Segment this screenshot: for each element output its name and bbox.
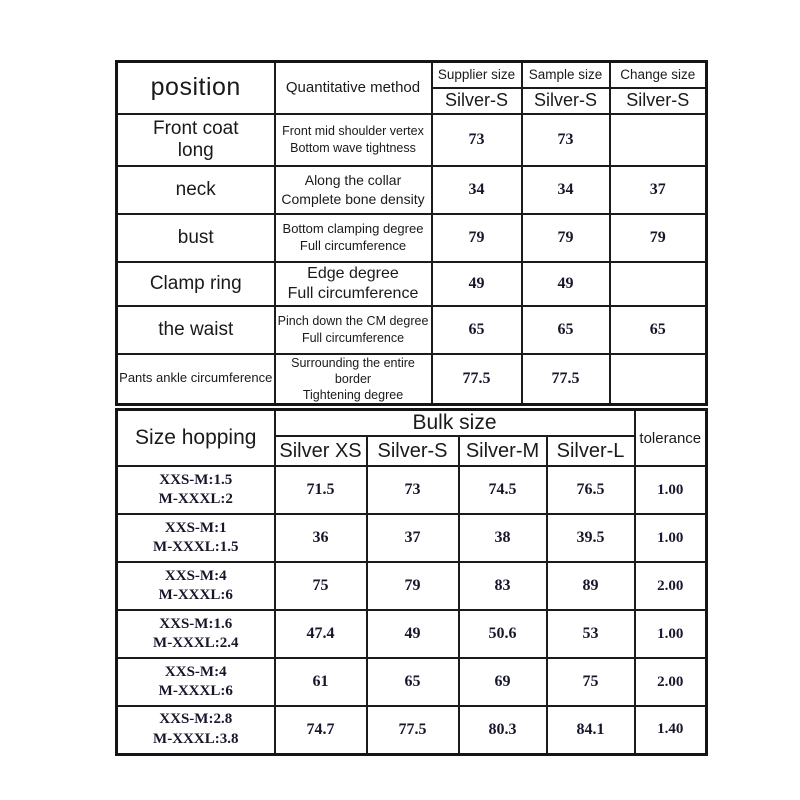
method-cell xyxy=(275,114,432,166)
table-row xyxy=(117,214,707,262)
size-hopping-label-cell xyxy=(117,562,275,610)
value-cell: 84.1 xyxy=(547,706,635,754)
size-hopping-header: Size hopping xyxy=(117,410,275,467)
table-row xyxy=(117,166,707,214)
tolerance-cell: 1.00 xyxy=(635,610,707,658)
value-cell: 74.5 xyxy=(459,466,547,514)
position-label: Front coat xyxy=(152,117,239,139)
method-label: Pinch down the CM degree xyxy=(277,314,429,329)
supplier-value-cell: 34 xyxy=(432,166,522,214)
sample-value-cell: 65 xyxy=(522,306,610,354)
table-row xyxy=(117,306,707,354)
hopping-label: XXS-M:2.8 xyxy=(159,711,233,728)
hopping-label: M-XXXL:2 xyxy=(158,491,233,507)
supplier-value-cell: 79 xyxy=(432,214,522,262)
value-cell: 65 xyxy=(367,658,459,706)
change-value-cell xyxy=(610,354,707,405)
method-label: Tightening degree xyxy=(302,388,404,402)
value-cell: 38 xyxy=(459,514,547,562)
position-cell xyxy=(117,214,275,262)
value-cell: 71.5 xyxy=(275,466,367,514)
value-cell: 83 xyxy=(459,562,547,610)
value-cell: 49 xyxy=(367,610,459,658)
measurement-table xyxy=(115,60,708,406)
size-hopping-label-cell xyxy=(117,658,275,706)
table-row xyxy=(117,262,707,306)
sample-value-cell: 49 xyxy=(522,262,610,306)
hopping-label: M-XXXL:1.5 xyxy=(153,539,239,555)
position-label: Clamp ring xyxy=(149,272,242,294)
value-cell: 69 xyxy=(459,658,547,706)
hopping-label: XXS-M:1.5 xyxy=(159,471,233,488)
table-row xyxy=(117,114,707,166)
method-label: Complete bone density xyxy=(281,190,425,207)
method-label: Full circumference xyxy=(299,237,407,253)
value-cell: 36 xyxy=(275,514,367,562)
tolerance-header: tolerance xyxy=(635,410,707,467)
table-row xyxy=(117,610,707,658)
position-label: the waist xyxy=(158,318,234,340)
hopping-label: M-XXXL:2.4 xyxy=(153,635,239,651)
position-label: bust xyxy=(177,226,214,248)
value-cell: 39.5 xyxy=(547,514,635,562)
hopping-label: XXS-M:1 xyxy=(164,519,227,536)
table-row xyxy=(117,466,707,514)
size-hopping-label-cell xyxy=(117,466,275,514)
position-label: long xyxy=(177,139,214,161)
position-label: Pants ankle circumference xyxy=(119,370,273,386)
position-label: neck xyxy=(175,178,216,200)
method-cell xyxy=(275,354,432,405)
supplier-size-header: Supplier size xyxy=(432,62,522,88)
method-label: Bottom wave tightness xyxy=(290,140,416,155)
value-cell: 75 xyxy=(275,562,367,610)
table-row xyxy=(117,562,707,610)
silver-xs-header: Silver XS xyxy=(275,436,367,466)
silver-l-header: Silver-L xyxy=(547,436,635,466)
position-cell xyxy=(117,306,275,354)
change-value-cell: 79 xyxy=(610,214,707,262)
hopping-label: XXS-M:1.6 xyxy=(159,615,233,632)
method-cell xyxy=(275,166,432,214)
value-cell: 76.5 xyxy=(547,466,635,514)
position-column-header: position xyxy=(117,62,275,114)
value-cell: 79 xyxy=(367,562,459,610)
hopping-label: M-XXXL:3.8 xyxy=(153,730,239,747)
sample-value-cell: 79 xyxy=(522,214,610,262)
value-cell: 50.6 xyxy=(459,610,547,658)
size-hopping-label-cell xyxy=(117,514,275,562)
supplier-value-cell: 77.5 xyxy=(432,354,522,405)
sample-value-cell: 73 xyxy=(522,114,610,166)
method-cell xyxy=(275,306,432,354)
sample-value-cell: 34 xyxy=(522,166,610,214)
method-label: Full circumference xyxy=(301,330,405,345)
hopping-label: M-XXXL:6 xyxy=(158,587,233,603)
position-cell xyxy=(117,262,275,306)
method-label: Along the collar xyxy=(304,172,402,189)
tolerance-cell: 2.00 xyxy=(635,562,707,610)
hopping-label: XXS-M:4 xyxy=(164,663,227,680)
table-row xyxy=(117,514,707,562)
value-cell: 74.7 xyxy=(275,706,367,754)
method-label: Front mid shoulder vertex xyxy=(282,124,424,139)
size-hopping-label-cell xyxy=(117,706,275,754)
position-cell xyxy=(117,354,275,405)
tolerance-cell: 1.00 xyxy=(635,466,707,514)
method-label: Full circumference xyxy=(287,284,419,302)
tolerance-cell: 1.40 xyxy=(635,706,707,754)
sample-size-value-header: Silver-S xyxy=(522,88,610,114)
position-cell xyxy=(117,114,275,166)
value-cell: 37 xyxy=(367,514,459,562)
value-cell: 89 xyxy=(547,562,635,610)
table-row xyxy=(117,658,707,706)
method-label: Bottom clamping degree xyxy=(282,220,424,236)
value-cell: 80.3 xyxy=(459,706,547,754)
value-cell: 53 xyxy=(547,610,635,658)
supplier-value-cell: 73 xyxy=(432,114,522,166)
hopping-label: XXS-M:4 xyxy=(164,567,227,584)
supplier-size-value-header: Silver-S xyxy=(432,88,522,114)
tolerance-cell: 1.00 xyxy=(635,514,707,562)
method-cell xyxy=(275,262,432,306)
change-value-cell: 37 xyxy=(610,166,707,214)
quantitative-method-column-header: Quantitative method xyxy=(275,62,432,114)
method-label: Edge degree xyxy=(307,264,399,282)
silver-s-header: Silver-S xyxy=(367,436,459,466)
value-cell: 61 xyxy=(275,658,367,706)
size-hopping-table xyxy=(115,408,708,756)
method-label: Surrounding the entire border xyxy=(291,355,415,386)
sample-size-header: Sample size xyxy=(522,62,610,88)
hopping-label: M-XXXL:6 xyxy=(158,683,233,699)
bulk-size-header: Bulk size xyxy=(275,410,635,437)
supplier-value-cell: 65 xyxy=(432,306,522,354)
value-cell: 73 xyxy=(367,466,459,514)
method-cell xyxy=(275,214,432,262)
position-cell xyxy=(117,166,275,214)
change-value-cell xyxy=(610,114,707,166)
change-size-value-header: Silver-S xyxy=(610,88,707,114)
tolerance-cell: 2.00 xyxy=(635,658,707,706)
size-hopping-label-cell xyxy=(117,610,275,658)
change-size-header: Change size xyxy=(610,62,707,88)
table-row xyxy=(117,354,707,405)
sample-value-cell: 77.5 xyxy=(522,354,610,405)
silver-m-header: Silver-M xyxy=(459,436,547,466)
supplier-value-cell: 49 xyxy=(432,262,522,306)
value-cell: 75 xyxy=(547,658,635,706)
change-value-cell xyxy=(610,262,707,306)
value-cell: 47.4 xyxy=(275,610,367,658)
value-cell: 77.5 xyxy=(367,706,459,754)
table-row xyxy=(117,706,707,754)
change-value-cell: 65 xyxy=(610,306,707,354)
